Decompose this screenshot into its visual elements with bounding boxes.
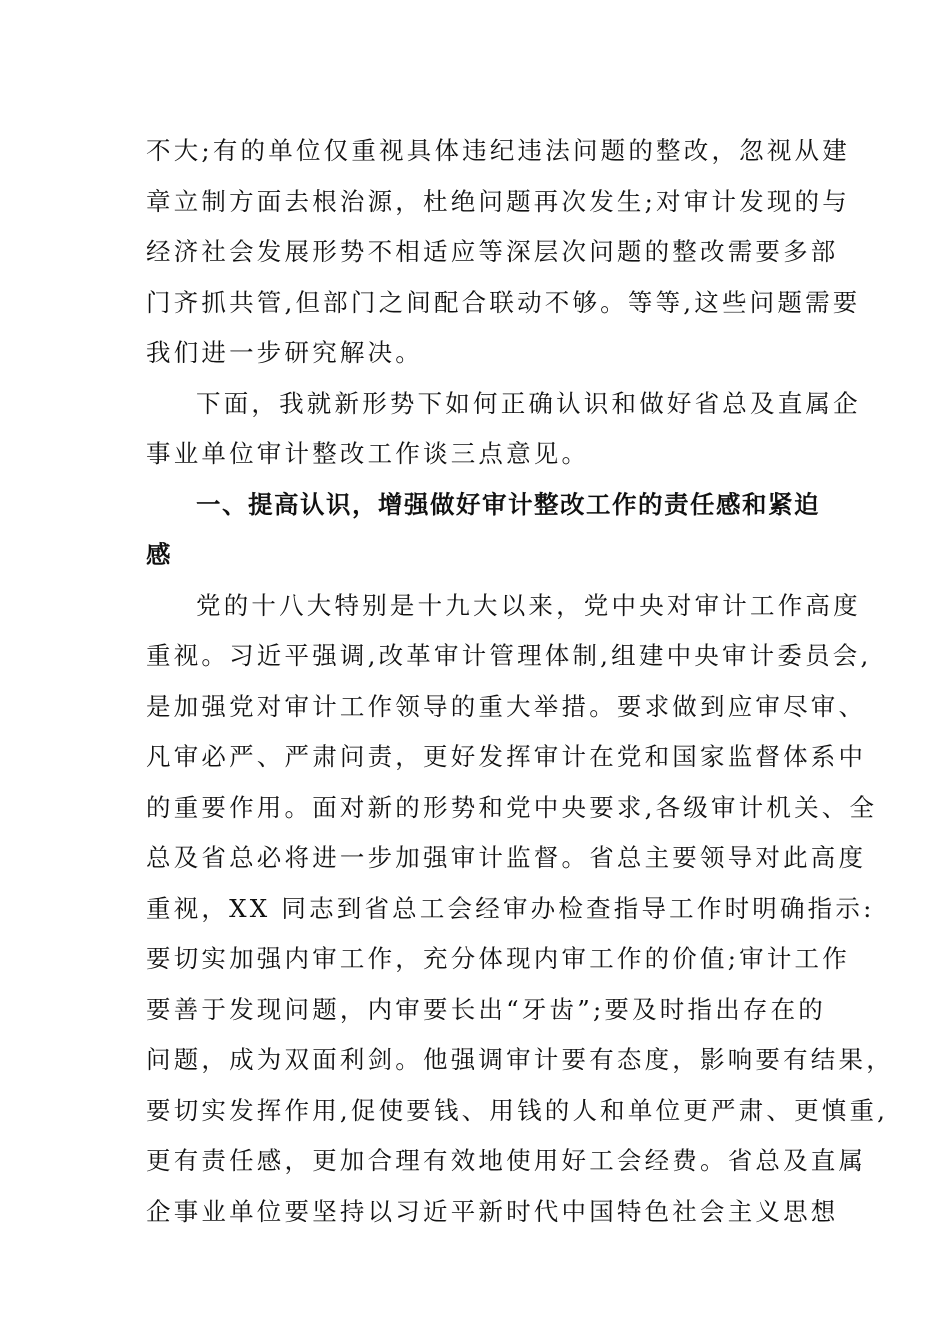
text-line: 重视。习近平强调,改革审计管理体制,组建中央审计委员会, bbox=[146, 641, 872, 670]
text-line: 我们进一步研究解决。 bbox=[146, 338, 423, 367]
text-line: 不大;有的单位仅重视具体违纪违法问题的整改，忽视从建 bbox=[146, 136, 850, 165]
text-line: 问题，成为双面利剑。他强调审计要有态度，影响要有结果， bbox=[146, 1045, 894, 1074]
section-heading bbox=[146, 480, 820, 581]
heading-line: 一、提高认识，增强做好审计整改工作的责任感和紧迫 bbox=[196, 489, 820, 519]
text-line: 门齐抓共管,但部门之间配合联动不够。等等,这些问题需要 bbox=[146, 287, 861, 317]
text-line: 的重要作用。面对新的形势和党中央要求,各级审计机关、全 bbox=[146, 792, 878, 822]
text-line: 企事业单位要坚持以习近平新时代中国特色社会主义思想 bbox=[146, 1196, 839, 1226]
text-line: 总及省总必将进一步加强审计监督。省总主要领导对此高度 bbox=[146, 843, 867, 872]
text-line: 章立制方面去根治源，杜绝问题再次发生;对审计发现的与 bbox=[146, 186, 850, 216]
heading-line: 感 bbox=[146, 540, 172, 569]
paragraph-3 bbox=[146, 581, 894, 1238]
text-line: 下面，我就新形势下如何正确认识和做好省总及直属企 bbox=[196, 388, 861, 418]
text-line: 更有责任感，更加合理有效地使用好工会经费。省总及直属 bbox=[146, 1146, 867, 1175]
text-line: 事业单位审计整改工作谈三点意见。 bbox=[146, 439, 590, 468]
text-line: 党的十八大特别是十九大以来，党中央对审计工作高度 bbox=[196, 590, 861, 620]
text-line: 是加强党对审计工作领导的重大举措。要求做到应审尽审、 bbox=[146, 691, 867, 721]
text-line: 要切实加强内审工作，充分体现内审工作的价值;审计工作 bbox=[146, 944, 850, 973]
text-line: 凡审必严、严肃问责，更好发挥审计在党和国家监督体系中 bbox=[146, 742, 867, 771]
paragraph-1 bbox=[146, 126, 861, 379]
document-page bbox=[146, 126, 894, 1237]
paragraph-2 bbox=[146, 379, 861, 480]
text-line: 重视，XX 同志到省总工会经审办检查指导工作时明确指示: bbox=[146, 893, 875, 923]
text-line: 要善于发现问题，内审要长出“牙齿”;要及时指出存在的 bbox=[146, 994, 827, 1024]
text-line: 经济社会发展形势不相适应等深层次问题的整改需要多部 bbox=[146, 237, 839, 266]
text-line: 要切实发挥作用,促使要钱、用钱的人和单位更严肃、更慎重, bbox=[146, 1095, 889, 1125]
